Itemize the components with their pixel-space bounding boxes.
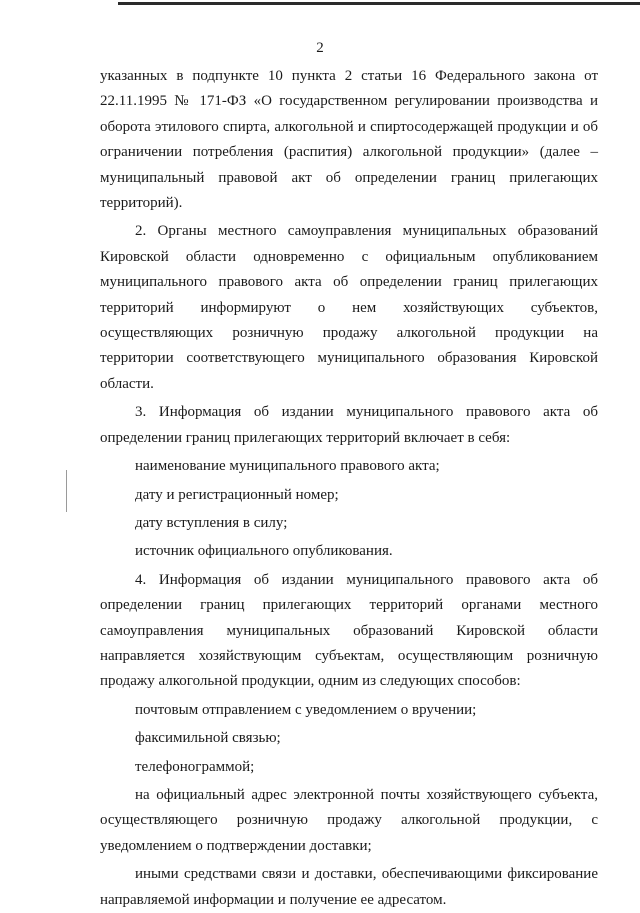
list-item: наименование муниципального правового акта; bbox=[135, 458, 440, 475]
list-item: телефонограммой; bbox=[135, 758, 255, 775]
list-item-email: на официальный адрес электронной почты хозяйствующего субъекта, осуществляющего розничную продажу алкогольной продукции, с уведомлением о подтверждении доставки; bbox=[100, 786, 598, 854]
paragraph-3: 3. Информация об издании муниципального правового акта об определении границ прилегающих территорий включает в себя: bbox=[100, 404, 598, 446]
margin-mark bbox=[66, 470, 67, 512]
list-item: дату и регистрационный номер; bbox=[135, 486, 339, 503]
paragraph-2: 2. Органы местного самоуправления муниципальных образований Кировской области одновременно с официальным опубликованием муниципального правового акта об определении границ прилегающих территорий информируют о нем хозяйствующих субъектов, осуществляющих розничную продажу алкогольной продукции на территории соответствующего муниципального образования Кировской области. bbox=[100, 223, 598, 392]
top-border-line bbox=[118, 2, 640, 5]
list-item: почтовым отправлением с уведомлением о вручении; bbox=[135, 701, 477, 718]
page-number: 2 bbox=[316, 40, 324, 56]
list-item-other: иными средствами связи и доставки, обеспечивающими фиксирование направляемой информации и получение ее адресатом. bbox=[100, 866, 598, 908]
list-item: источник официального опубликования. bbox=[135, 543, 393, 560]
paragraph-4: 4. Информация об издании муниципального правового акта об определении границ прилегающих территорий органами местного самоуправления муниципальных образований Кировской области направляется хозяйствующим субъектам, осуществляющим розничную продажу алкогольной продукции, одним из следующих способов: bbox=[100, 571, 598, 690]
list-item: факсимильной связью; bbox=[135, 730, 281, 747]
list-item: дату вступления в силу; bbox=[135, 514, 288, 531]
paragraph-continuation: указанных в подпункте 10 пункта 2 статьи 16 Федерального закона от 22.11.1995 № 171-ФЗ «О государственном регулировании производства и оборота этилового спирта, алкогольной и спиртосодержащей продукции и об ограничении потребления (распития) алкогольной продукции» (далее – муниципальный правовой акт об определении границ прилегающих территорий). bbox=[100, 68, 598, 212]
document-body bbox=[100, 64, 598, 913]
